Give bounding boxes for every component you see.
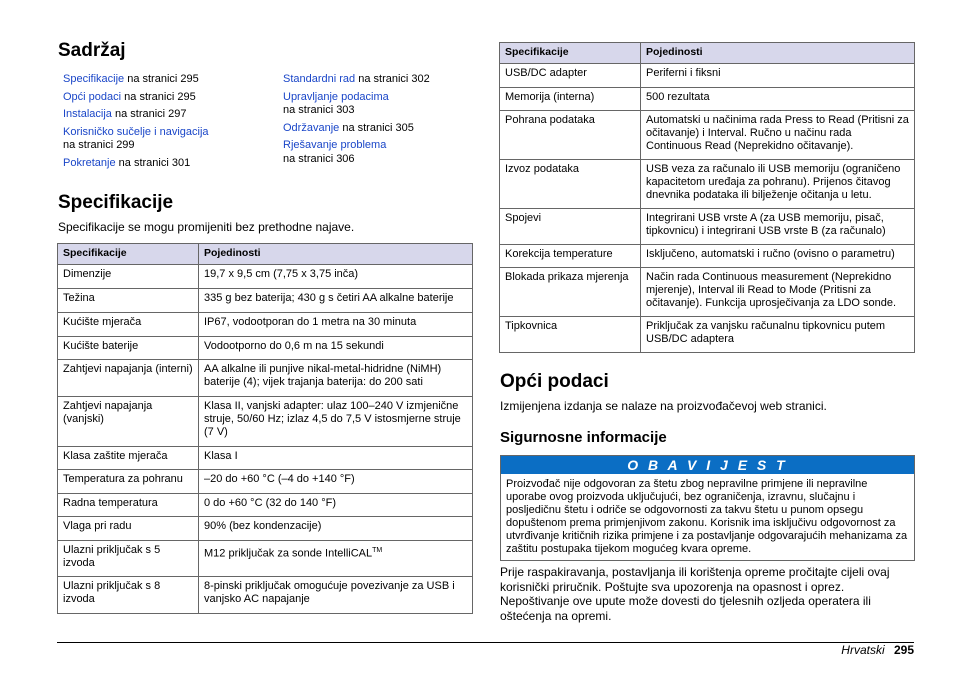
table-header-row bbox=[58, 244, 473, 265]
spec-cell: Radna temperatura bbox=[58, 494, 199, 517]
spec-cell: Kućište baterije bbox=[58, 337, 199, 360]
spec-cell: Korekcija temperature bbox=[500, 245, 641, 268]
detail-cell: Način rada Continuous measurement (Neprekidno mjerenje), Interval ili Read to Mode (Pritisni za očitavanje). Funkcija uprosječivanja za LDO sonde. bbox=[641, 268, 915, 317]
toc-page-ref: na stranici 302 bbox=[355, 73, 430, 85]
detail-cell: USB veza za računalo ili USB memoriju (ograničeno kapacitetom uređaja za pohranu). Prijenos čitavog dnevnika podataka ili bilježenje očitanja u letu. bbox=[641, 160, 915, 209]
toc-entry bbox=[63, 157, 278, 171]
toc-entry bbox=[283, 73, 483, 87]
table-row bbox=[500, 88, 915, 111]
spec-cell: Kućište mjerača bbox=[58, 313, 199, 337]
toc-page-ref: na stranici 305 bbox=[339, 121, 414, 134]
toc-page-ref: na stranici 295 bbox=[124, 73, 199, 85]
spec-cell: Memorija (interna) bbox=[500, 88, 641, 111]
toc-page-ref: na stranici 303 bbox=[283, 104, 355, 116]
table-row bbox=[58, 517, 473, 541]
detail-cell: Periferni i fiksni bbox=[641, 64, 915, 88]
toc-page-ref: na stranici 297 bbox=[111, 108, 187, 120]
general-intro: Izmijenjena izdanja se nalaze na proizvođačevoj web stranici. bbox=[500, 399, 827, 413]
toc-heading: Sadržaj bbox=[58, 40, 126, 61]
detail-cell: 500 rezultata bbox=[641, 88, 915, 111]
table-row bbox=[58, 397, 473, 447]
spec-cell: USB/DC adapter bbox=[500, 64, 641, 88]
spec-cell: Dimenzije bbox=[58, 265, 199, 289]
table-row bbox=[58, 289, 473, 313]
table-row bbox=[58, 360, 473, 397]
table-row bbox=[500, 111, 915, 160]
toc-link[interactable]: Održavanje bbox=[283, 121, 340, 134]
spec-cell: Zahtjevi napajanja (interni) bbox=[58, 360, 199, 397]
detail-cell: Priključak za vanjsku računalnu tipkovnicu putem USB/DC adaptera bbox=[641, 317, 915, 353]
toc-entry bbox=[63, 108, 278, 122]
toc-page-ref: na stranici 306 bbox=[283, 152, 355, 165]
spec-cell: Izvoz podataka bbox=[500, 160, 641, 209]
toc-page-ref: na stranici 295 bbox=[121, 90, 196, 103]
detail-cell: 8-pinski priključak omogućuje povezivanje za USB i vanjsko AC napajanje bbox=[199, 577, 473, 614]
detail-cell: Automatski u načinima rada Press to Read (Pritisni za očitavanje) i Interval. Ručno u načinu rada Continuous Read (Neprekidno očitavanje). bbox=[641, 111, 915, 160]
toc-entry bbox=[63, 126, 278, 153]
trademark-mark: TM bbox=[372, 547, 383, 554]
toc-link[interactable]: Instalacija bbox=[63, 108, 112, 120]
spec-cell: Zahtjevi napajanja (vanjski) bbox=[58, 397, 199, 447]
page-number: 295 bbox=[893, 643, 914, 657]
detail-cell: Integrirani USB vrste A (za USB memoriju, pisač, tipkovnicu) i integrirani USB vrste B (za računalo) bbox=[641, 209, 915, 245]
detail-cell: 90% (bez kondenzacije) bbox=[199, 517, 473, 541]
toc-right-column bbox=[283, 73, 483, 170]
detail-cell: 19,7 x 9,5 cm (7,75 x 3,75 inča) bbox=[199, 265, 473, 289]
detail-text: M12 priključak za sonde IntelliCAL bbox=[204, 547, 373, 560]
spec-cell: Težina bbox=[58, 289, 199, 313]
toc-link[interactable]: Rješavanje problema bbox=[283, 139, 387, 151]
table-row bbox=[500, 209, 915, 245]
safety-closing-text: Prije raspakiravanja, postavljanja ili korištenja opreme pročitajte cijeli ovaj korisnički priručnik. Poštujte sva upozorenja na opasnost i oprez. Nepoštivanje ove upute može dovesti do tjelesnih ozljeda operatera ili oštećenja na opremi. bbox=[500, 565, 890, 623]
detail-cell: –20 do +60 °C (–4 do +140 °F) bbox=[199, 470, 473, 494]
detail-cell: Klasa II, vanjski adapter: ulaz 100–240 V izmjenične struje, 50/60 Hz; izlaz 4,5 do 7,5 V istosmjerne struje (7 V) bbox=[199, 397, 473, 447]
toc-entry bbox=[63, 73, 278, 87]
column-header: Specifikacije bbox=[500, 43, 641, 64]
detail-cell bbox=[199, 541, 473, 577]
toc-entry bbox=[63, 91, 278, 105]
footer-language: Hrvatski bbox=[841, 643, 885, 657]
footer-rule bbox=[57, 642, 914, 643]
column-header: Pojedinosti bbox=[199, 244, 473, 265]
toc-link[interactable]: Pokretanje bbox=[63, 156, 116, 169]
toc-page-ref: na stranici 299 bbox=[63, 139, 135, 151]
table-row bbox=[500, 317, 915, 353]
toc-link[interactable]: Standardni rad bbox=[283, 73, 356, 85]
notice-text: Proizvođač nije odgovoran za štetu zbog nepravilne primjene ili nepravilne uporabe ovog proizvoda uključujući, bez ograničenja, izravnu, slučajnu i posljedičnu štetu i odriče se odgovornosti za takvu štetu u punom opsegu dopuštenom prema primjenjivom zakonu. Korisnik ima isključivu odgovornost za utvrđivanje kritičnih rizika primjene i za postavljanje odgovarajućih mehanizama za zaštitu postupaka tijekom mogućeg kvara opreme. bbox=[506, 478, 908, 555]
column-header: Specifikacije bbox=[58, 244, 199, 265]
detail-cell: 0 do +60 °C (32 do 140 °F) bbox=[199, 494, 473, 517]
table-row bbox=[500, 160, 915, 209]
table-row bbox=[58, 470, 473, 494]
detail-cell: IP67, vodootporan do 1 metra na 30 minuta bbox=[199, 313, 473, 337]
general-heading: Opći podaci bbox=[500, 371, 609, 392]
spec-cell: Temperatura za pohranu bbox=[58, 470, 199, 494]
table-header-row bbox=[500, 43, 915, 64]
safety-heading: Sigurnosne informacije bbox=[500, 429, 667, 446]
table-row bbox=[500, 64, 915, 88]
spec-cell: Pohrana podataka bbox=[500, 111, 641, 160]
detail-cell: AA alkalne ili punjive nikal-metal-hidridne (NiMH) baterije (4); vijek trajanja baterija: do 200 sati bbox=[199, 360, 473, 397]
notice-box bbox=[500, 455, 915, 561]
toc-entry bbox=[283, 91, 483, 118]
toc-entry bbox=[283, 139, 483, 166]
table-row bbox=[58, 577, 473, 614]
table-row bbox=[500, 245, 915, 268]
detail-cell: 335 g bez baterija; 430 g s četiri AA alkalne baterije bbox=[199, 289, 473, 313]
column-header: Pojedinosti bbox=[641, 43, 915, 64]
spec-table-left bbox=[57, 243, 473, 614]
toc-link[interactable]: Opći podaci bbox=[63, 90, 122, 103]
spec-cell: Blokada prikaza mjerenja bbox=[500, 268, 641, 317]
table-row bbox=[58, 447, 473, 470]
table-row bbox=[58, 541, 473, 577]
table-row bbox=[58, 494, 473, 517]
spec-intro: Specifikacije se mogu promijeniti bez prethodne najave. bbox=[58, 220, 355, 234]
spec-table-right bbox=[499, 42, 915, 353]
spec-cell: Tipkovnica bbox=[500, 317, 641, 353]
toc-link[interactable]: Specifikacije bbox=[63, 73, 125, 85]
toc-link[interactable]: Upravljanje podacima bbox=[283, 90, 389, 103]
detail-cell: Vodootporno do 0,6 m na 15 sekundi bbox=[199, 337, 473, 360]
toc-page-ref: na stranici 301 bbox=[115, 156, 191, 169]
table-row bbox=[58, 313, 473, 337]
spec-cell: Vlaga pri radu bbox=[58, 517, 199, 541]
toc-entry bbox=[283, 122, 483, 136]
detail-cell: Isključeno, automatski i ručno (ovisno o parametru) bbox=[641, 245, 915, 268]
table-row bbox=[58, 337, 473, 360]
table-row bbox=[500, 268, 915, 317]
notice-title: O B A V I J E S T bbox=[501, 456, 914, 474]
footer bbox=[841, 643, 914, 657]
spec-cell: Ulazni priključak s 5 izvoda bbox=[58, 541, 199, 577]
detail-cell: Klasa I bbox=[199, 447, 473, 470]
spec-heading: Specifikacije bbox=[58, 192, 174, 213]
table-row bbox=[58, 265, 473, 289]
spec-cell: Klasa zaštite mjerača bbox=[58, 447, 199, 470]
toc-link[interactable]: Korisničko sučelje i navigacija bbox=[63, 125, 209, 138]
toc-left-column bbox=[63, 73, 278, 174]
spec-cell: Ulazni priključak s 8 izvoda bbox=[58, 577, 199, 614]
spec-cell: Spojevi bbox=[500, 209, 641, 245]
